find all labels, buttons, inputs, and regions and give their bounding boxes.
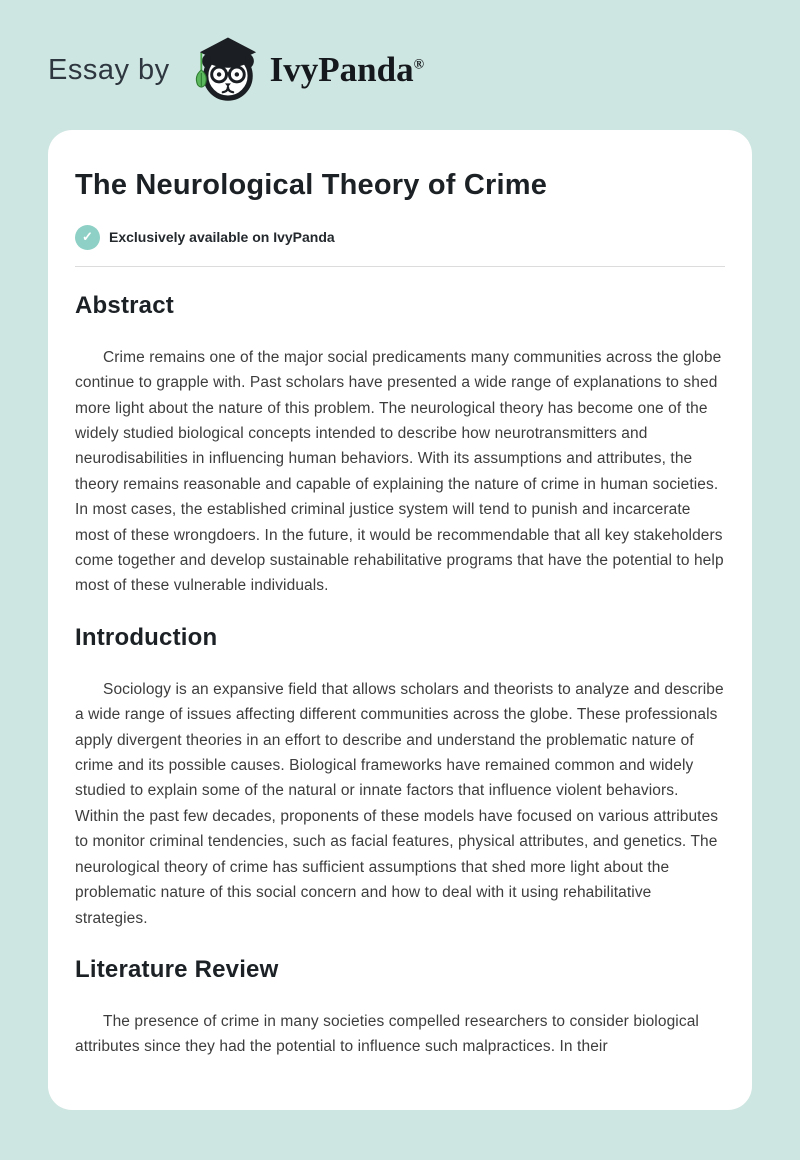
essay-by-label: Essay by [48,53,170,86]
section-heading-introduction: Introduction [75,623,218,651]
check-icon: ✓ [75,225,100,250]
section-heading-literature-review: Literature Review [75,955,279,983]
page-title: The Neurological Theory of Crime [75,169,548,201]
header-divider [75,266,725,267]
section-abstract [75,292,725,599]
exclusive-badge-label: Exclusively available on IvyPanda [109,229,335,246]
section-heading-abstract: Abstract [75,291,174,319]
literature-review-paragraph: The presence of crime in many societies compelled researchers to consider biological attributes since they had the potential to influence such malpractices. In their [75,1012,699,1056]
registered-trademark: ® [413,57,425,73]
brand-logo [188,33,424,107]
section-literature-review [75,956,725,1060]
abstract-paragraph: Crime remains one of the major social predicaments many communities across the globe continue to grapple with. Past scholars have presented a wide range of explanations to shed more light about the nature of this problem. The neurological theory has become one of the widely studied biological concepts intended to describe how neurotransmitters and neurodisabilities in influencing human behaviors. With its assumptions and attributes, the theory remains reasonable and capable of explaining the nature of crime in human societies. In most cases, the established criminal justice system will tend to punish and incarcerate most of these wrongdoers. In the future, it would be recommendable that all key stakeholders come together and develop sustainable rehabilitative programs that have the potential to help most of these vulnerable individuals. [75,348,724,595]
essay-card [48,130,752,1110]
brand-name: IvyPanda® [269,50,425,89]
exclusive-badge [75,225,725,250]
section-introduction [75,624,725,931]
introduction-paragraph: Sociology is an expansive field that allows scholars and theorists to analyze and describe a wide range of issues affecting different communities across the globe. These professionals apply divergent theories in an effort to describe and understand the problematic nature of crime and its possible causes. Biological frameworks have remained common and widely studied to explain some of the natural or innate factors that influence violent behaviors. Within the past few decades, proponents of these models have focused on various attributes to monitor criminal tendencies, such as facial features, physical attributes, and genetics. The neurological theory of crime has sufficient assumptions that shed more light about the problematic nature of this social concern and how to deal with it using rehabilitative strategies. [75,680,724,927]
panda-graduate-icon [188,33,262,107]
site-header [0,0,800,130]
